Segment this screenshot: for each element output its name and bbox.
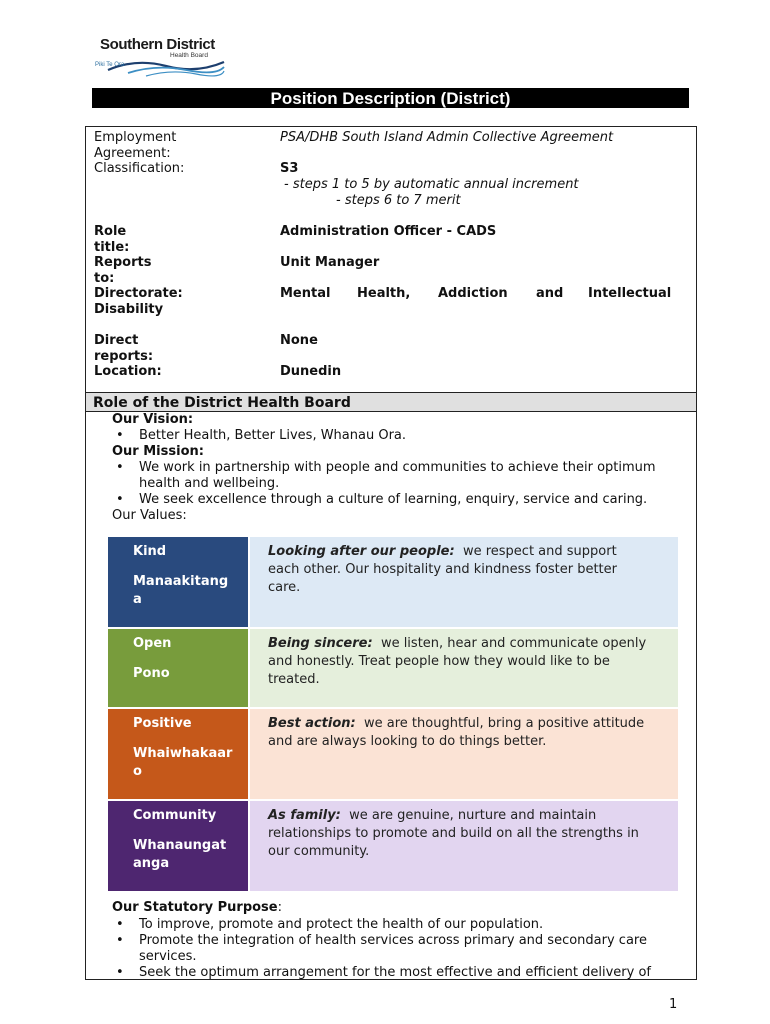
value-row-community: [108, 801, 678, 891]
value-text: we respect and support: [462, 544, 617, 559]
classification-label: Classification:: [94, 161, 185, 176]
value-maori-line: Pono: [133, 666, 170, 681]
statutory-heading-colon: :: [277, 900, 282, 915]
classification-note-1: - steps 1 to 5 by automatic annual increment: [284, 177, 579, 192]
location-label: Location:: [94, 364, 162, 379]
value-lead: Best action:: [268, 716, 356, 731]
value-text: we listen, hear and communicate openly: [380, 636, 647, 651]
statutory-item: To improve, promote and protect the health of our population.: [139, 917, 544, 932]
role-title-label: Role title:: [94, 224, 130, 255]
value-name-cell: [108, 801, 248, 891]
bullet-icon: •: [116, 428, 124, 443]
mission-item-continued: health and wellbeing.: [139, 476, 280, 491]
value-lead: As family:: [268, 808, 341, 823]
value-english-name: Open: [133, 636, 172, 651]
value-english-name: Kind: [133, 544, 167, 559]
vision-heading: Our Vision:: [112, 412, 194, 427]
bullet-icon: •: [116, 965, 124, 980]
value-maori-name: [133, 665, 248, 683]
value-row-open: [108, 629, 678, 707]
bullet-icon: •: [116, 492, 124, 507]
value-maori-line: Whanaungat: [133, 838, 227, 853]
value-description-cell: [250, 537, 678, 627]
value-name-cell: [108, 537, 248, 627]
directorate-word: Intellectual: [588, 286, 672, 301]
direct-reports-label: Direct reports:: [94, 333, 154, 364]
statutory-heading-text: Our Statutory Purpose: [112, 900, 278, 915]
value-row-kind: [108, 537, 678, 627]
logo-subtitle: Health Board: [170, 52, 208, 59]
value-text: we are thoughtful, bring a positive attitude: [364, 716, 645, 731]
statutory-item: Promote the integration of health services across primary and secondary care: [139, 933, 647, 948]
page-number: 1: [669, 997, 678, 1012]
direct-reports-value: None: [280, 333, 318, 348]
bullet-icon: •: [116, 917, 124, 932]
value-description-cell: [250, 801, 678, 891]
directorate-label: Directorate:: [94, 286, 183, 301]
value-lead: Being sincere:: [268, 636, 373, 651]
employment-agreement-value: PSA/DHB South Island Admin Collective Agreement: [280, 130, 614, 145]
vision-item: Better Health, Better Lives, Whanau Ora.: [139, 428, 407, 443]
value-lead: Looking after our people:: [268, 544, 455, 559]
value-name-cell: [108, 629, 248, 707]
values-heading: Our Values:: [112, 508, 187, 523]
classification-note-2: - steps 6 to 7 merit: [336, 193, 461, 208]
value-maori-name: [133, 573, 248, 609]
value-text: relationships to promote and build on all the strengths in: [268, 826, 639, 841]
classification-value: S3: [280, 161, 299, 176]
logo-name: Southern District: [100, 36, 215, 53]
reports-to-value: Unit Manager: [280, 255, 380, 270]
sdhb-logo: [92, 36, 232, 78]
value-text: treated.: [268, 672, 320, 687]
directorate-word: Health,: [357, 286, 411, 301]
value-maori-line: o: [133, 764, 142, 779]
directorate-word: and: [536, 286, 564, 301]
location-value: Dunedin: [280, 364, 342, 379]
bullet-icon: •: [116, 460, 124, 475]
value-maori-line: a: [133, 592, 142, 607]
bullet-icon: •: [116, 933, 124, 948]
employment-agreement-label: Employment Agreement:: [94, 130, 177, 161]
section-heading-role-of-dhb: Role of the District Health Board: [86, 392, 696, 412]
reports-to-label: Reports to:: [94, 255, 152, 286]
position-details-frame: [85, 126, 697, 980]
mission-heading: Our Mission:: [112, 444, 204, 459]
value-text: care.: [268, 580, 301, 595]
directorate-word: Mental: [280, 286, 331, 301]
directorate-label-continued: Disability: [94, 302, 164, 317]
value-english-name: Community: [133, 808, 217, 823]
statutory-item-continued: services.: [139, 949, 197, 964]
value-maori-line: Whaiwhakaar: [133, 746, 233, 761]
value-text: we are genuine, nurture and maintain: [349, 808, 597, 823]
directorate-word: Addiction: [438, 286, 508, 301]
statutory-heading: [112, 900, 282, 916]
mission-item: We seek excellence through a culture of learning, enquiry, service and caring.: [139, 492, 648, 507]
value-maori-line: anga: [133, 856, 170, 871]
mission-item: We work in partnership with people and communities to achieve their optimum: [139, 460, 656, 475]
value-row-positive: [108, 709, 678, 799]
value-name-cell: [108, 709, 248, 799]
value-maori-name: [133, 837, 248, 873]
role-title-value: Administration Officer - CADS: [280, 224, 497, 239]
document-title: Position Description (District): [92, 88, 689, 108]
logo-tagline: Piki Te Ora: [95, 62, 125, 68]
value-english-name: Positive: [133, 716, 192, 731]
value-description-cell: [250, 629, 678, 707]
value-maori-line: Manaakitang: [133, 574, 229, 589]
value-text: and are always looking to do things better.: [268, 734, 547, 749]
value-text: each other. Our hospitality and kindness foster better: [268, 562, 617, 577]
value-text: our community.: [268, 844, 370, 859]
value-description-cell: [250, 709, 678, 799]
value-maori-name: [133, 745, 248, 781]
value-text: and honestly. Treat people how they would like to be: [268, 654, 610, 669]
statutory-item: Seek the optimum arrangement for the most effective and efficient delivery of: [139, 965, 651, 980]
